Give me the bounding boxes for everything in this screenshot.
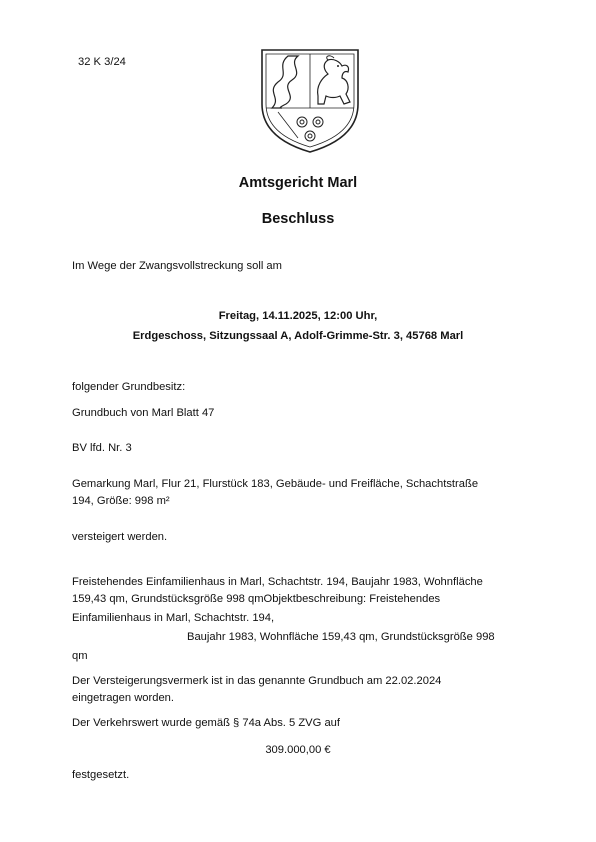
description-line-4: Baujahr 1983, Wohnfläche 159,43 qm, Grundstücksgröße 998 [187,631,495,643]
closing-text: festgesetzt. [72,769,130,781]
description-line-2: 159,43 qm, Grundstücksgröße 998 qmObjektbeschreibung: Freistehendes [72,593,441,605]
nrw-coat-of-arms-icon [258,46,362,154]
bv-number: BV lfd. Nr. 3 [72,442,132,454]
note-line-2: eingetragen worden. [72,692,175,704]
auction-date: Freitag, 14.11.2025, 12:00 Uhr, [218,310,378,322]
intro-text: Im Wege der Zwangsvollstreckung soll am [72,260,282,272]
parcel-line-2: 194, Größe: 998 m² [72,495,170,507]
property-intro: folgender Grundbesitz: [72,381,186,393]
auction-location: Erdgeschoss, Sitzungssaal A, Adolf-Grimme-Str. 3, 45768 Marl [132,330,464,342]
court-name: Amtsgericht Marl [238,175,358,191]
market-value-intro: Der Verkehrswert wurde gemäß § 74a Abs. 5 ZVG auf [72,717,341,729]
land-register: Grundbuch von Marl Blatt 47 [72,407,215,419]
note-line-1: Der Versteigerungsvermerk ist in das genannte Grundbuch am 22.02.2024 [72,675,442,687]
description-line-3: Einfamilienhaus in Marl, Schachtstr. 194, [72,612,275,624]
file-number: 32 K 3/24 [78,56,126,68]
document-title: Beschluss [261,211,335,227]
market-value-amount: 309.000,00 € [265,744,331,756]
parcel-line-1: Gemarkung Marl, Flur 21, Flurstück 183, Gebäude- und Freifläche, Schachtstraße [72,478,479,490]
auction-phrase: versteigert werden. [72,531,168,543]
description-line-5: qm [72,650,88,662]
description-line-1: Freistehendes Einfamilienhaus in Marl, Schachtstr. 194, Baujahr 1983, Wohnfläche [72,576,483,588]
